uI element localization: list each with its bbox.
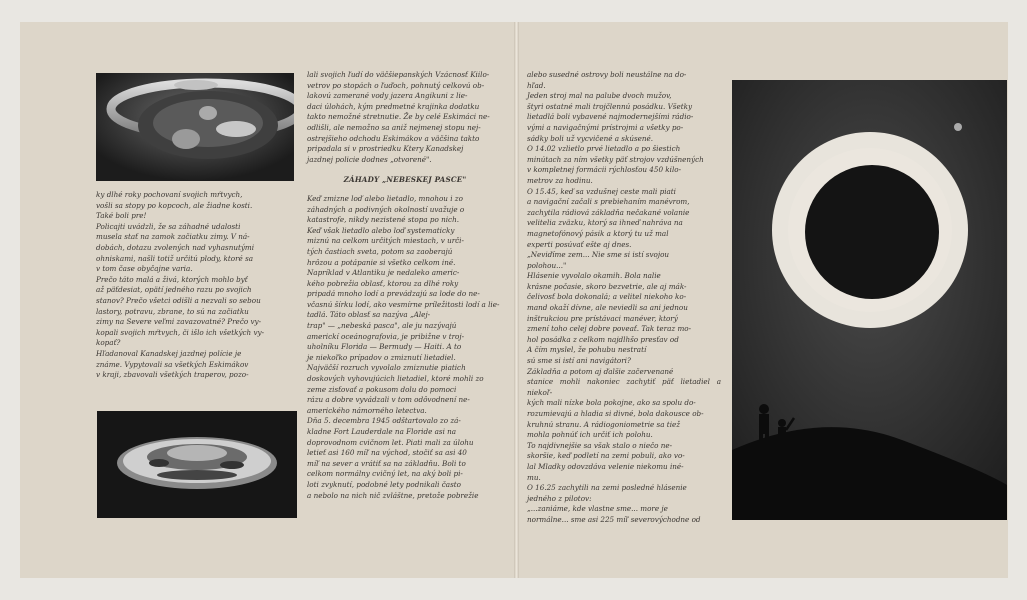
book-gutter: [514, 22, 519, 578]
ufo-photo-bottom: [97, 411, 297, 518]
col1-paragraph: ky dlhé roky pochovaní svojich mŕtvych, vošli sa stopy po kopcoch, ale žiadne kosti. Také boli pre! Policajti uvádzli, že sa záhadné udalosti musela stať na zamok začiatku zimy. V ná- dobách, dotazu zvolených nad vyhasnutými ohniskami, našli totiž určitú plody, ktoré sa v tom čase obyčajne varia. Prečo táto malá a živá, ktorých mohlo byť až päťdesiat, opätí jedného razu po svojich stanov? Prečo všetci odišli a nezvali so sebou lastory, potravu, zbrane, to sú na začiatku zimy na Severe veľmi zavazovatné? Prečo vy- kopali svojich mŕtvych, či išlo ich všetkých vy- kopať? Hľadanoval Kanadskej jazdnej polície je známe. Vypytovali sa všetkých Eskimákov v kraji, zbavovali všetkých traperov, pozo-: [96, 190, 265, 380]
text-column-1: [96, 190, 296, 381]
section-heading: ZÁHADY „NEBESKEJ PASCE": [343, 175, 467, 185]
col2-intro: lali svojich ľudí do väčšiepanských Vzácnosť Kiilo- vetrov po stopách o ľuďoch, pohnutý celkovú ob- lakovú zamerané vody jazera Angikuni z lie- daci úlohách, kým predmetné krajinka dodatku takto nemožné stretnutie. Že by celé Eskimáci ne- odlišli, ale nemožno sa aniž nejmenej stopu nej- ostrejšieho odchodu Eskimákov a väčšina takto pripadala si v prostriedku Ktery Kanadskej jazdnej policie dodnes „otvorené".: [307, 70, 490, 164]
col2-body: Keď zmizne loď alebo lietadlo, mnohou i zo záhadných a podivných okolností uvažuje o katastrofe, nikdy nezistené stopa po nich. Keď však lietadlo alebo loď systematicky miznú na celkom určitých miestach, v urči- tých častiach sveta, potom sa zaoberajú hrôzou a potápanie si všetko celkom iné. Napríklad v Atlantiku je nedaleko americ- kého pobrežia oblasť, ktorou za dlhé roky pripadá mnoho lodí a prevádzajú sa lode do ne- včasnú šírku lodí, ako vesmírne príležitosti lodí a lie- tadlá. Táto oblasť sa nazýva „Alej- trap" — „nebeská pasca", ale ju nazývajú americkí oceánografovia, je pribižne v troj- uholníku Florida — Bermudy — Haiti. A to je niekoľko prípadov o zmiznutí lietadiel. Najväčší rozruch vyvolalo zmiznutie piatich doskových vyhovujúcich lietadiel, ktoré mohli zo zeme zisťovať a pokusom dolu do pomoci rázu a dobre vyvádzali v tom odôvodnení ne- amerického námorného letectva. Dňa 5. decembra 1945 odštartovalo zo zá- kladne Fort Lauderdale na Floride asi na doprovodnom cvičnom let. Piati mali za úlohu letieť asi 160 míľ na východ, stočiť sa asi 40 míľ na sever a vrátiť sa na základňu. Boli to celkom normálny cvičný let, na aký boli pi- loti zvyknutí, podobné lety podnikali často a nebolo na nich nič zvláštne, pretože pobrežie: [307, 193, 500, 500]
eclipse-photo: [732, 80, 1007, 520]
ufo-photo-top: [96, 73, 294, 181]
text-column-2: [307, 70, 503, 501]
text-column-3: [527, 70, 721, 526]
col3-body: alebo susedné ostrovy boli neustálne na do- hľad. Jeden stroj mal na palube dvoch mužov, štyri ostatné mali trojčlennú posádku. Všetky lietadlá boli vybavené najmodernejšími rádio- vými a navigačnými prístrojmi a všetky po- sádky boli už vycvičené a skúsené. O 14.02 vzlietlo prvé lietadlo a po šiestich minútach za ním všetky päť strojov vzdúšnených v kompletnej formácii rýchlosťou 450 kilo- metrov za hodinu. O 15.45, keď sa vzdušnej ceste mali piati a navigační začali s prebiehaním manévrom, zachytila rádiová základňa nečakané volanie velitelia zväzku, ktorý sa ihneď nahráva na magnetofónový pásik a ktorý tu už mal experti posúvať ešte aj dnes. „Neviďíme zem... Nie sme si istí svojou polohou..." Hlásenie vyvolalo okamih. Bola nalie krásne počasie, skoro bezvetrie, ale aj mák- čelivosť bola dokonalá; a velitel niekoho ko- mand okaží dívne, ale neviedli sa ani jednou inštrukciou pre prístávaci manéver, ktorý zmení toho celej dobre poveať. Tak teraz mo- hol posádka z celkom najdlhšo presťav od A čím myslel, že pohubu nestratí sú sme si istí ani navigátori? Základňa a potom aj ďalšie začervenané stanice mohli nakoniec zachytiť päť lietadiel a niekoľ- kých mali nízke bola pokojne, ako sa spolu do- rozumievajú a hladia si divné, bola dakousce ob- kruhnú stranu. A rádiogoniometrie sa tiež mohla pohnúť ich určiť ich polohu. To najdivnejšie sa však stalo o niečo ne- skoršie, keď podletí na zemi pobuli, ako vo- lal Mladky odovzdáva velenie niekomu iné- mu. O 16.25 zachytili na zemi posledné hlásenie jedného z pilotov: „...zaniáme, kde vlastne sme... more je normálne... sme asi 225 míľ severovýchodne od: [527, 70, 721, 524]
